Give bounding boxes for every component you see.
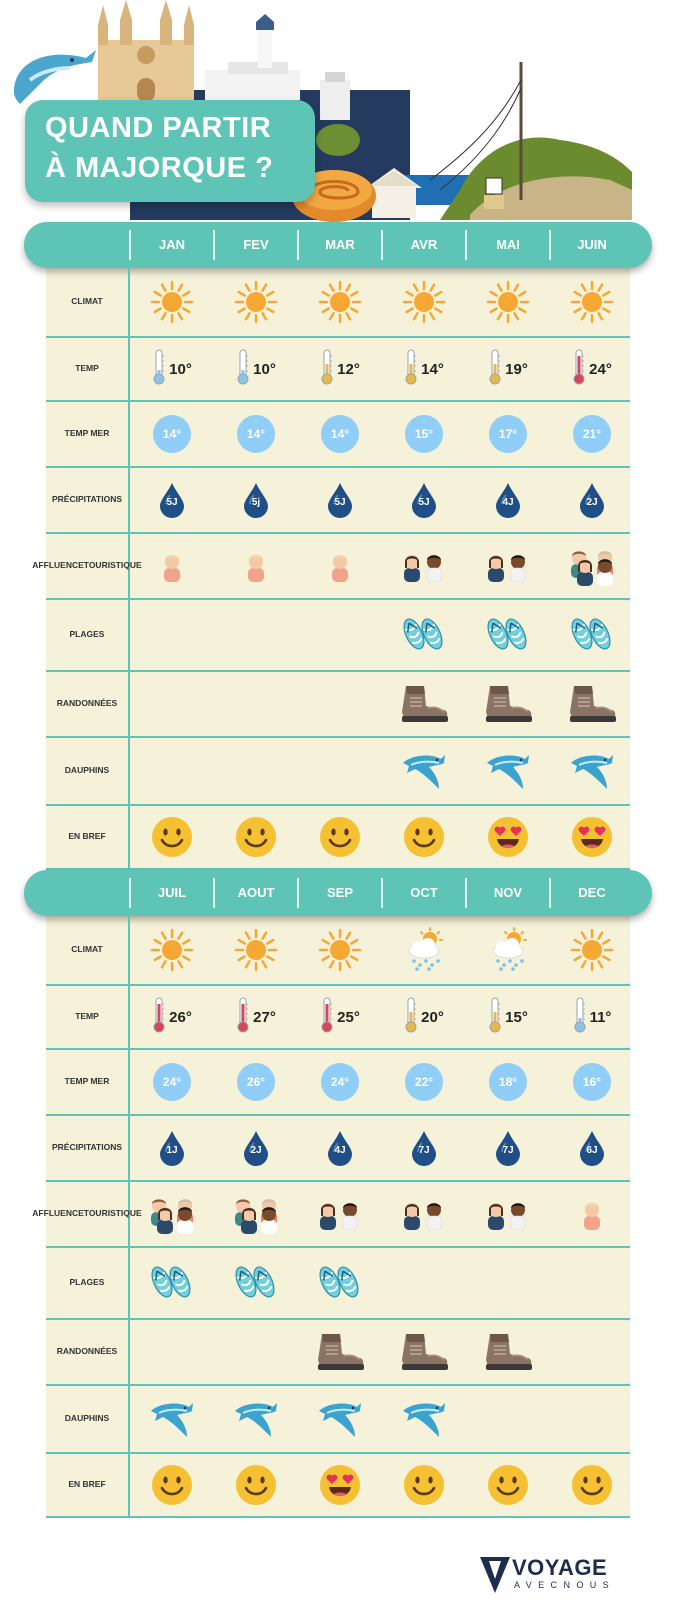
temperature [236,348,276,391]
row-label-temp-mer: TEMP MER [46,1050,130,1114]
rain-days-value: 5J [418,497,430,508]
month-label: OCT [410,885,438,900]
dolphin-icon [466,738,550,804]
rain-days-value: 2J [586,497,598,508]
hiking-boot-icon [466,1320,550,1384]
smiley-face-icon [466,1454,550,1516]
row-label-temp: TEMP [46,986,130,1048]
flip-flops-icon [382,600,466,670]
cell-precip [130,468,214,532]
cell-temp [550,986,634,1048]
rain-drop-icon [578,482,606,518]
tourist-pair-icon [466,534,550,598]
flip-flops-icon [298,1248,382,1318]
row-label-affluence [32,534,142,598]
thermometer-icon [320,348,334,391]
rain-drop-icon [326,1130,354,1166]
cell-temp [382,986,466,1048]
cell-temp-mer [214,402,298,466]
row-label-climat: CLIMAT [46,916,130,984]
sun-icon [298,268,382,336]
table-row-dauphins [46,738,630,806]
temperature [152,996,192,1039]
temperature-value: 12° [337,360,360,378]
temperature [320,348,360,391]
cell-plages [130,600,214,670]
cell-randonnees [550,1320,634,1384]
footer-sub: AVECNOUS [514,1580,616,1590]
cell-precip [382,1116,466,1180]
rain-days-value: 7J [418,1145,430,1156]
table-row-temp-mer [46,402,630,468]
rain-days-value: 4J [502,497,514,508]
table-row-plages [46,600,630,672]
row-label-climat: CLIMAT [46,268,130,336]
hiking-boot-icon [550,672,634,736]
rain-days-value: 2J [250,1145,262,1156]
temperature-value: 10° [253,360,276,378]
row-label-plages: PLAGES [46,600,130,670]
table-row-precip [46,1116,630,1182]
month-header-bar [24,222,652,268]
cell-precip [298,1116,382,1180]
rain-days-value: 6J [586,1145,598,1156]
cell-plages [382,1248,466,1318]
sea-temperature-badge: 14° [153,415,191,453]
month-label: MAR [325,237,355,252]
sun-icon [130,916,214,984]
heart-eyes-face-icon [550,806,634,868]
row-label-temp: TEMP [46,338,130,400]
smiley-face-icon [298,806,382,868]
cell-plages [550,1248,634,1318]
temperature-value: 19° [505,360,528,378]
sea-temperature-badge: 14° [321,415,359,453]
cell-temp [466,338,550,400]
smiley-face-icon [130,1454,214,1516]
cell-randonnees [214,1320,298,1384]
rain-drop-icon [410,1130,438,1166]
cell-temp-mer [130,1050,214,1114]
title-line-1: QUAND PARTIR [45,112,272,144]
sun-icon [214,916,298,984]
table-row-en-bref [46,1454,630,1518]
thermometer-icon [404,996,418,1039]
sun-icon [550,916,634,984]
dolphin-icon [130,1386,214,1452]
temperature [573,996,612,1039]
voyage-logo-icon [480,1557,510,1593]
title-box [25,100,315,202]
row-label-precip: PRÉCIPITATIONS [46,468,130,532]
thermometer-icon [404,348,418,391]
temperature-value: 15° [505,1008,528,1026]
cell-temp-mer [214,1050,298,1114]
rain-days-value: 5J [334,497,346,508]
row-label-plages: PLAGES [46,1248,130,1318]
sea-temperature-badge: 24° [321,1063,359,1101]
title-line-2: À MAJORQUE ? [45,152,274,184]
thermometer-icon [152,348,166,391]
cell-plages [214,600,298,670]
table-row-affluence [32,1182,630,1248]
cell-plages [466,1248,550,1318]
rain-drop-icon [242,1130,270,1166]
cell-precip [466,1116,550,1180]
month-label: AOUT [237,885,275,900]
thermometer-icon [152,996,166,1039]
smiley-face-icon [382,1454,466,1516]
cell-precip [466,468,550,532]
cell-temp-mer [382,1050,466,1114]
thermometer-icon [236,996,250,1039]
cell-temp-mer [550,402,634,466]
row-label-line: AFFLUENCE [32,1208,84,1219]
cell-plages [298,600,382,670]
sun-icon [298,916,382,984]
table-row-climat [46,268,630,338]
temperature [320,996,360,1039]
flip-flops-icon [214,1248,298,1318]
footer-logo [480,1555,640,1595]
table-row-precip [46,468,630,534]
cell-dauphins [550,1386,634,1452]
dolphin-decoration-icon [14,50,96,104]
temperature-value: 10° [169,360,192,378]
cell-temp [382,338,466,400]
tourist-crowd-icon [130,1182,214,1246]
cell-temp-mer [130,402,214,466]
sea-temperature-badge: 15° [405,415,443,453]
dolphin-icon [214,1386,298,1452]
dolphin-icon [298,1386,382,1452]
temperature [236,996,276,1039]
sun-cloud-rain-icon [466,916,550,984]
tourist-pair-icon [298,1182,382,1246]
single-tourist-icon [298,534,382,598]
sun-icon [130,268,214,336]
thermometer-icon [573,996,587,1039]
cell-precip [130,1116,214,1180]
temperature-value: 25° [337,1008,360,1026]
row-label-dauphins: DAUPHINS [46,738,130,804]
rain-drop-icon [494,1130,522,1166]
cell-temp-mer [466,402,550,466]
sun-icon [382,268,466,336]
flip-flops-icon [550,600,634,670]
rain-drop-icon [578,1130,606,1166]
sea-temperature-badge: 24° [153,1063,191,1101]
temperature [488,996,528,1039]
cell-precip [550,468,634,532]
table-row-randonnees [46,672,630,738]
temperature-value: 20° [421,1008,444,1026]
sun-cloud-rain-icon [382,916,466,984]
rain-days-value: 5J [166,497,178,508]
row-label-line: TOURISTIQUE [83,560,142,571]
rain-drop-icon [242,482,270,518]
cell-precip [214,1116,298,1180]
temperature [404,348,444,391]
flip-flops-icon [130,1248,214,1318]
row-label-precip: PRÉCIPITATIONS [46,1116,130,1180]
heart-eyes-face-icon [298,1454,382,1516]
smiley-face-icon [214,806,298,868]
cell-temp-mer [298,1050,382,1114]
month-label: SEP [326,885,353,900]
table-row-affluence [32,534,630,600]
tourist-crowd-icon [550,534,634,598]
cell-temp [298,986,382,1048]
footer-brand: VOYAGE [512,1555,608,1580]
cell-temp [466,986,550,1048]
cell-temp-mer [298,402,382,466]
cell-dauphins [298,738,382,804]
flip-flops-icon [466,600,550,670]
sea-temperature-badge: 16° [573,1063,611,1101]
thermometer-icon [488,996,502,1039]
month-label: DEC [578,885,606,900]
month-label: FEV [243,237,269,252]
temperature [488,348,528,391]
hiking-boot-icon [466,672,550,736]
rain-days-value: 4J [334,1145,346,1156]
thermometer-icon [488,348,502,391]
tourist-pair-icon [466,1182,550,1246]
smiley-face-icon [382,806,466,868]
month-label: AVR [410,237,438,252]
dolphin-icon [550,738,634,804]
row-label-line: AFFLUENCE [32,560,84,571]
temperature [572,348,612,391]
cell-temp-mer [382,402,466,466]
hiking-boot-icon [298,1320,382,1384]
single-tourist-icon [550,1182,634,1246]
table-row-plages [46,1248,630,1320]
rain-drop-icon [410,482,438,518]
cell-randonnees [130,672,214,736]
cathedral-icon [98,0,194,102]
sea-temperature-badge: 17° [489,415,527,453]
row-label-dauphins: DAUPHINS [46,1386,130,1452]
month-label: NOV [493,885,523,900]
hiking-boot-icon [382,1320,466,1384]
cell-precip [550,1116,634,1180]
temperature-value: 11° [589,1008,612,1026]
cell-temp [214,986,298,1048]
cell-temp-mer [466,1050,550,1114]
rain-drop-icon [158,482,186,518]
table-row-en-bref [46,806,630,870]
temperature-value: 14° [421,360,444,378]
temperature [404,996,444,1039]
sea-temperature-badge: 18° [489,1063,527,1101]
rain-drop-icon [326,482,354,518]
temperature-value: 27° [253,1008,276,1026]
single-tourist-icon [214,534,298,598]
sea-temperature-badge: 22° [405,1063,443,1101]
dolphin-icon [382,1386,466,1452]
table-row-climat [46,916,630,986]
sea-temperature-badge: 21° [573,415,611,453]
table-row-temp-mer [46,1050,630,1116]
sun-icon [550,268,634,336]
smiley-face-icon [550,1454,634,1516]
dolphin-icon [382,738,466,804]
tourist-crowd-icon [214,1182,298,1246]
table-row-temp [46,338,630,402]
row-label-line: TOURISTIQUE [83,1208,142,1219]
single-tourist-icon [130,534,214,598]
rain-drop-icon [494,482,522,518]
cell-precip [214,468,298,532]
thermometer-icon [320,996,334,1039]
table-row-temp [46,986,630,1050]
cell-temp-mer [550,1050,634,1114]
month-label: MAI [496,237,520,252]
cell-temp [298,338,382,400]
cell-precip [298,468,382,532]
thermometer-icon [236,348,250,391]
rain-days-value: 7J [502,1145,514,1156]
smiley-face-icon [130,806,214,868]
rain-days-value: 5j [251,497,261,508]
cell-randonnees [130,1320,214,1384]
sea-temperature-badge: 26° [237,1063,275,1101]
thermometer-icon [572,348,586,391]
sun-icon [466,268,550,336]
tourist-pair-icon [382,1182,466,1246]
row-label-affluence [32,1182,142,1246]
cell-temp [214,338,298,400]
header-illustration [0,0,700,225]
cell-dauphins [466,1386,550,1452]
cell-temp [130,338,214,400]
smiley-face-icon [214,1454,298,1516]
hiking-boot-icon [382,672,466,736]
row-label-randonnees: RANDONNÉES [46,1320,130,1384]
row-label-en-bref: EN BREF [46,806,130,868]
row-label-temp-mer: TEMP MER [46,402,130,466]
cell-temp [130,986,214,1048]
heart-eyes-face-icon [466,806,550,868]
cell-randonnees [214,672,298,736]
cell-randonnees [298,672,382,736]
table-row-dauphins [46,1386,630,1454]
table-row-randonnees [46,1320,630,1386]
cell-temp [550,338,634,400]
month-header-bar [24,870,652,916]
rain-days-value: 1J [166,1145,178,1156]
cell-precip [382,468,466,532]
temperature-value: 24° [589,360,612,378]
month-label: JUIL [157,885,187,900]
tourist-pair-icon [382,534,466,598]
sea-temperature-badge: 14° [237,415,275,453]
row-label-en-bref: EN BREF [46,1454,130,1516]
cell-dauphins [130,738,214,804]
sun-icon [214,268,298,336]
temperature [152,348,192,391]
month-label: JUIN [577,237,607,252]
temperature-value: 26° [169,1008,192,1026]
cell-dauphins [214,738,298,804]
row-label-randonnees: RANDONNÉES [46,672,130,736]
month-label: JAN [158,237,185,252]
rain-drop-icon [158,1130,186,1166]
